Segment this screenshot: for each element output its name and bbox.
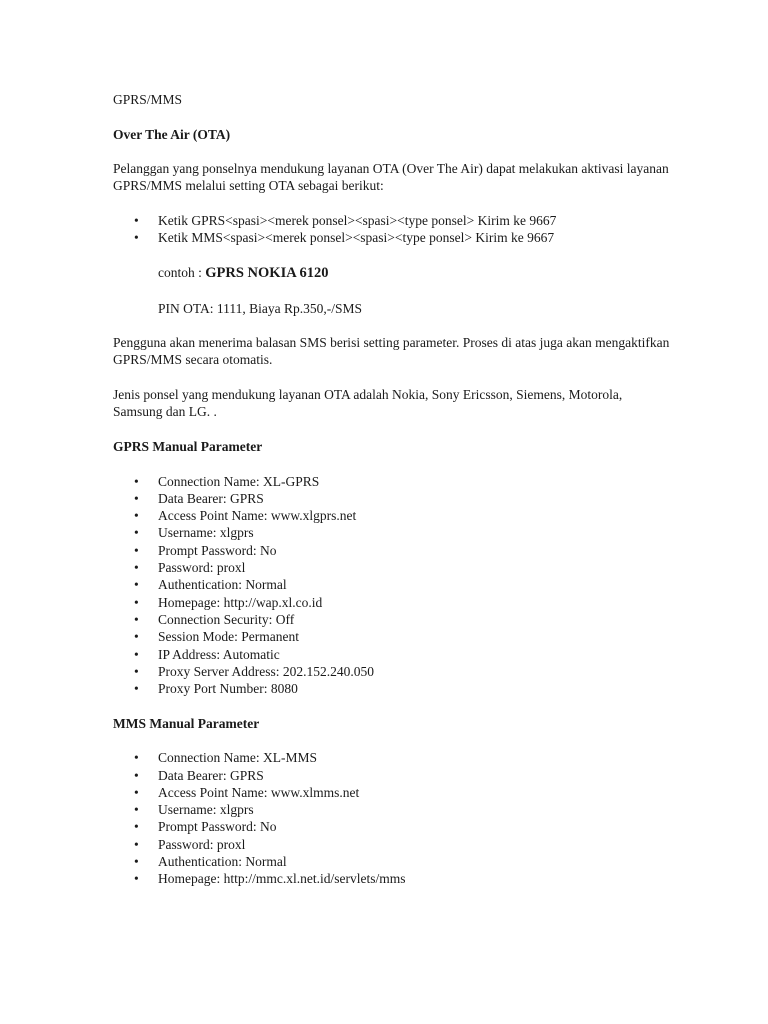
list-item-text: IP Address: Automatic bbox=[158, 646, 280, 662]
mms-params-list bbox=[113, 749, 673, 887]
list-item-text: Password: proxl bbox=[158, 560, 246, 576]
list-item-text: Authentication: Normal bbox=[158, 854, 287, 870]
bullet-icon: • bbox=[134, 542, 139, 558]
bullet-icon: • bbox=[134, 560, 139, 576]
list-item-text: Proxy Server Address: 202.152.240.050 bbox=[158, 663, 374, 679]
example-value: GPRS NOKIA 6120 bbox=[205, 264, 329, 281]
bullet-icon: • bbox=[134, 473, 139, 489]
example-line bbox=[113, 264, 673, 282]
document-title: GPRS/MMS bbox=[113, 92, 183, 107]
pin-info-line: PIN OTA: 1111, Biaya Rp.350,-/SMS bbox=[158, 300, 363, 316]
mms-heading: MMS Manual Parameter bbox=[113, 715, 260, 731]
bullet-icon: • bbox=[134, 802, 139, 818]
list-item-text: Prompt Password: No bbox=[158, 819, 277, 835]
list-item bbox=[113, 229, 673, 246]
supported-phones-paragraph: Jenis ponsel yang mendukung layanan OTA adalah Nokia, Sony Ericsson, Siemens, Motorola, Samsung dan LG. . bbox=[113, 387, 623, 420]
list-item-text: Username: xlgprs bbox=[158, 525, 254, 541]
list-item bbox=[113, 749, 673, 766]
list-item-text: Authentication: Normal bbox=[158, 577, 287, 593]
list-item-text: Prompt Password: No bbox=[158, 542, 277, 558]
bullet-icon: • bbox=[134, 577, 139, 593]
list-item bbox=[113, 594, 673, 611]
bullet-icon: • bbox=[134, 836, 139, 852]
list-item bbox=[113, 663, 673, 680]
example-label: contoh : bbox=[158, 264, 206, 280]
gprs-params-list bbox=[113, 473, 673, 698]
list-item bbox=[113, 767, 673, 784]
bullet-icon: • bbox=[134, 213, 139, 229]
list-item-text: Username: xlgprs bbox=[158, 802, 254, 818]
list-item-text: Homepage: http://mmc.xl.net.id/servlets/mms bbox=[158, 871, 406, 887]
list-item bbox=[113, 628, 673, 645]
bullet-icon: • bbox=[134, 508, 139, 524]
bullet-icon: • bbox=[134, 750, 139, 766]
reply-info-paragraph: Pengguna akan menerima balasan SMS berisi setting parameter. Proses di atas juga akan mengaktifkan GPRS/MMS secara otomatis. bbox=[113, 335, 670, 368]
list-item bbox=[113, 559, 673, 576]
list-item-text: Access Point Name: www.xlmms.net bbox=[158, 784, 360, 800]
bullet-icon: • bbox=[134, 819, 139, 835]
list-item-text: Access Point Name: www.xlgprs.net bbox=[158, 508, 357, 524]
list-item-text: Password: proxl bbox=[158, 836, 246, 852]
list-item bbox=[113, 490, 673, 507]
list-item bbox=[113, 801, 673, 818]
bullet-icon: • bbox=[134, 767, 139, 783]
bullet-icon: • bbox=[134, 230, 139, 246]
list-item bbox=[113, 853, 673, 870]
bullet-icon: • bbox=[134, 611, 139, 627]
list-item bbox=[113, 646, 673, 663]
list-item bbox=[113, 870, 673, 887]
list-item bbox=[113, 611, 673, 628]
list-item bbox=[113, 818, 673, 835]
document-page bbox=[113, 91, 673, 905]
list-item bbox=[113, 784, 673, 801]
list-item-text: Connection Security: Off bbox=[158, 611, 295, 627]
list-item-text: Session Mode: Permanent bbox=[158, 629, 299, 645]
list-item-text: Homepage: http://wap.xl.co.id bbox=[158, 594, 323, 610]
list-item-text: Ketik MMS<spasi><merek ponsel><spasi><type ponsel> Kirim ke 9667 bbox=[158, 230, 555, 246]
bullet-icon: • bbox=[134, 646, 139, 662]
ota-steps-list bbox=[113, 212, 673, 247]
list-item bbox=[113, 576, 673, 593]
bullet-icon: • bbox=[134, 490, 139, 506]
bullet-icon: • bbox=[134, 854, 139, 870]
list-item bbox=[113, 524, 673, 541]
bullet-icon: • bbox=[134, 594, 139, 610]
bullet-icon: • bbox=[134, 525, 139, 541]
ota-intro-paragraph: Pelanggan yang ponselnya mendukung layanan OTA (Over The Air) dapat melakukan aktivasi layanan GPRS/MMS melalui setting OTA sebagai berikut: bbox=[113, 161, 669, 194]
bullet-icon: • bbox=[134, 629, 139, 645]
list-item bbox=[113, 836, 673, 853]
ota-heading: Over The Air (OTA) bbox=[113, 126, 231, 142]
gprs-heading: GPRS Manual Parameter bbox=[113, 438, 263, 454]
list-item bbox=[113, 473, 673, 490]
list-item-text: Proxy Port Number: 8080 bbox=[158, 681, 298, 697]
list-item bbox=[113, 542, 673, 559]
bullet-icon: • bbox=[134, 871, 139, 887]
list-item-text: Connection Name: XL-GPRS bbox=[158, 473, 320, 489]
bullet-icon: • bbox=[134, 784, 139, 800]
list-item-text: Data Bearer: GPRS bbox=[158, 767, 264, 783]
list-item bbox=[113, 212, 673, 229]
list-item-text: Ketik GPRS<spasi><merek ponsel><spasi><type ponsel> Kirim ke 9667 bbox=[158, 213, 557, 229]
bullet-icon: • bbox=[134, 663, 139, 679]
list-item bbox=[113, 507, 673, 524]
list-item-text: Connection Name: XL-MMS bbox=[158, 750, 317, 766]
bullet-icon: • bbox=[134, 681, 139, 697]
list-item bbox=[113, 680, 673, 697]
list-item-text: Data Bearer: GPRS bbox=[158, 490, 264, 506]
